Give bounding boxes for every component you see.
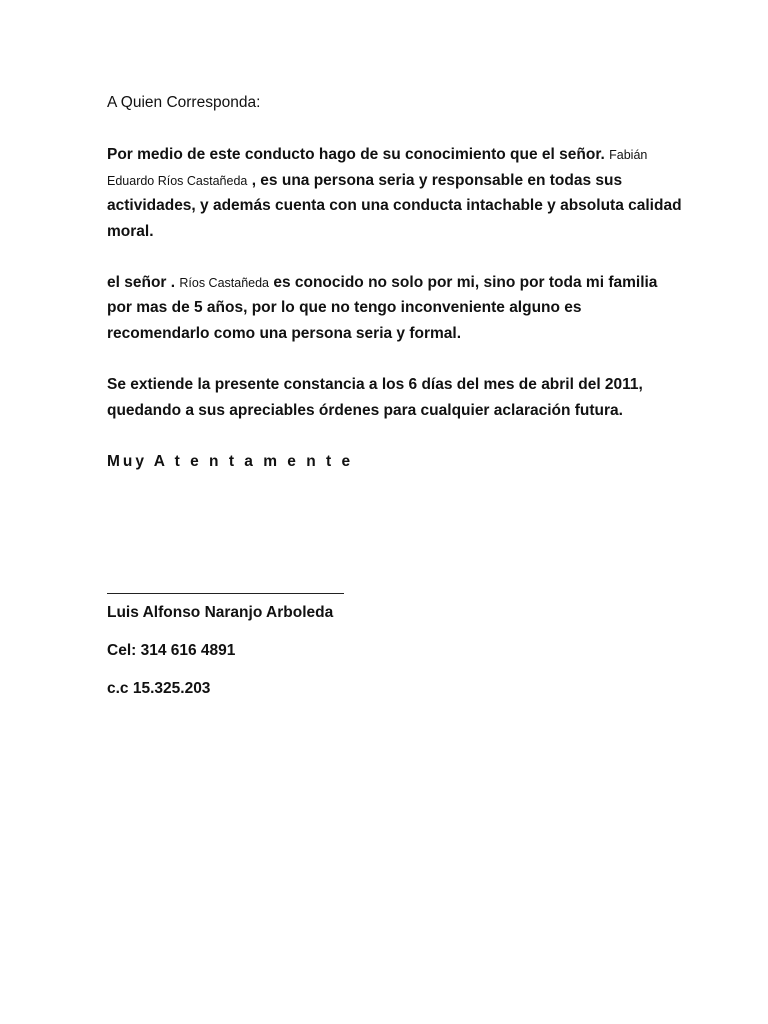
paragraph-2-line-1 [107, 273, 657, 293]
paragraph-1-line-1 [107, 145, 647, 165]
person-name-first: Fabián [609, 148, 648, 162]
paragraph-1-text: Por medio de este conducto hago de su conocimiento que el señor. [107, 146, 605, 163]
person-name-last: Eduardo Ríos Castañeda [107, 174, 248, 188]
signer-name: Luis Alfonso Naranjo Arboleda [107, 604, 334, 621]
paragraph-1-line-4: moral. [107, 223, 154, 240]
paragraph-1-line-2 [107, 171, 622, 191]
paragraph-2-line-3: recomendarlo como una persona seria y formal. [107, 325, 462, 342]
paragraph-1-line-3: actividades, y además cuenta con una conducta intachable y absoluta calidad [107, 197, 682, 214]
paragraph-2-text-b: es conocido no solo por mi, sino por toda mi familia [273, 274, 658, 291]
paragraph-2-line-2: por mas de 5 años, por lo que no tengo inconveniente alguno es [107, 299, 582, 316]
paragraph-2-text-a: el señor . [107, 274, 176, 291]
paragraph-3-line-1: Se extiende la presente constancia a los 6 días del mes de abril del 2011, [107, 376, 643, 393]
paragraph-3-line-2: quedando a sus apreciables órdenes para cualquier aclaración futura. [107, 402, 623, 419]
person-surname: Ríos Castañeda [179, 276, 270, 290]
paragraph-1-text-cont: , es una persona seria y responsable en todas sus [251, 172, 623, 189]
salutation: A Quien Corresponda: [107, 94, 261, 111]
signer-id: c.c 15.325.203 [107, 680, 211, 697]
signer-phone: Cel: 314 616 4891 [107, 642, 236, 659]
closing: Muy A t e n t a m e n t e [107, 453, 354, 470]
signature-line [107, 593, 344, 594]
